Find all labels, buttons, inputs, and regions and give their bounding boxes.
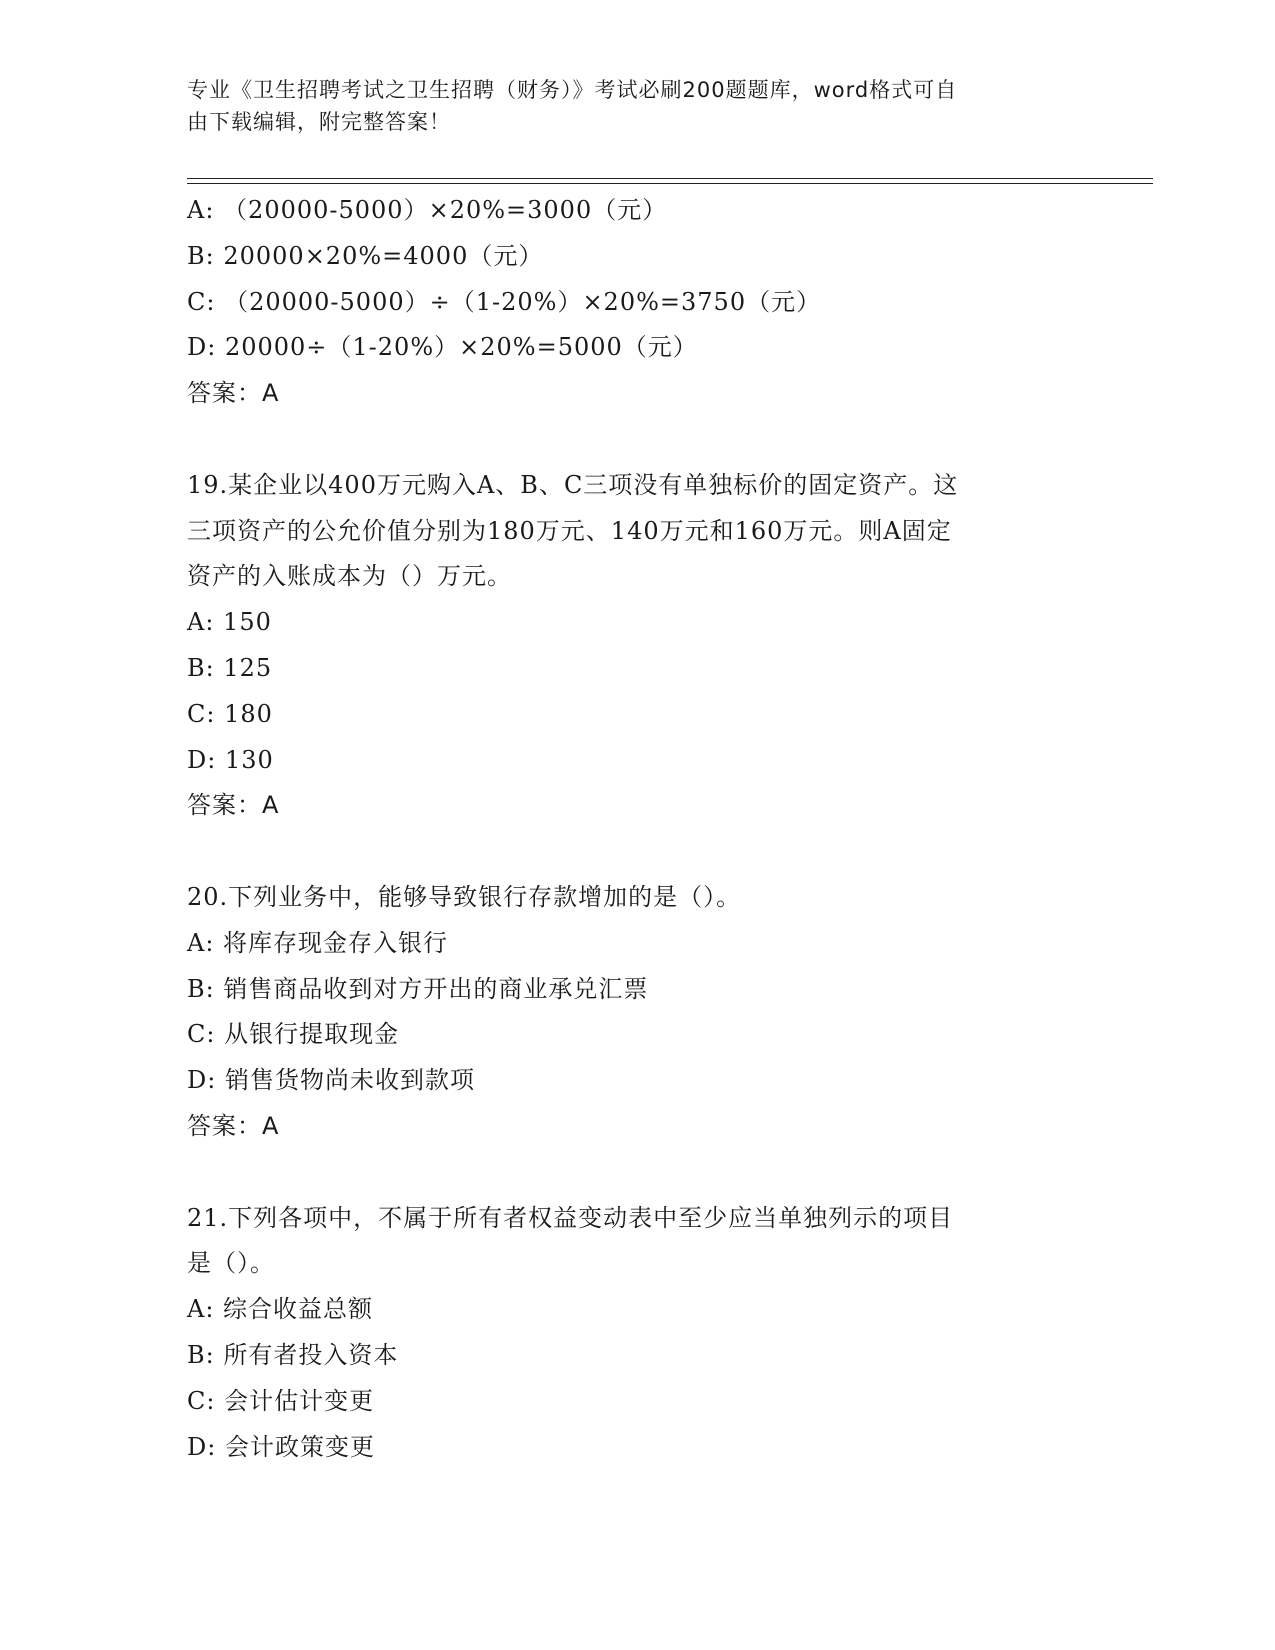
- option-d: D: 销售货物尚未收到款项: [187, 1066, 475, 1095]
- question-stem: 20.下列业务中，能够导致银行存款增加的是（）。: [187, 882, 742, 911]
- question-20: [187, 875, 1087, 1150]
- option-a: A: 综合收益总额: [187, 1295, 374, 1324]
- header-line-1: 专业《卫生招聘考试之卫生招聘（财务）》考试必刷200题题库，word格式可自: [187, 78, 958, 102]
- option-a: A: 将库存现金存入银行: [187, 928, 449, 957]
- option-a: A: 150: [187, 608, 272, 637]
- question-stem: 19.某企业以400万元购入A、B、C三项没有单独标价的固定资产。这: [187, 470, 959, 499]
- option-b: B: 所有者投入资本: [187, 1340, 399, 1369]
- option-c: C: 从银行提取现金: [187, 1020, 400, 1049]
- question-19: [187, 463, 1087, 829]
- question-18-tail: [187, 188, 1087, 417]
- header-rule-bottom: [187, 183, 1153, 184]
- option-c: C: 180: [187, 699, 273, 728]
- option-b: B: 20000×20%=4000（元）: [187, 241, 544, 270]
- question-stem: 三项资产的公允价值分别为180万元、140万元和160万元。则A固定: [187, 516, 952, 545]
- question-stem: 是（）。: [187, 1249, 275, 1278]
- option-d: D: 20000÷（1-20%）×20%=5000（元）: [187, 333, 698, 362]
- option-b: B: 125: [187, 653, 273, 682]
- answer: 答案：A: [187, 379, 280, 408]
- option-b: B: 销售商品收到对方开出的商业承兑汇票: [187, 974, 649, 1003]
- option-c: C: （20000-5000）÷（1-20%）×20%=3750（元）: [187, 287, 822, 316]
- option-d: D: 会计政策变更: [187, 1432, 375, 1461]
- document-header: [187, 74, 1067, 138]
- header-line-2: 由下载编辑，附完整答案！: [187, 110, 451, 134]
- question-stem: 21.下列各项中，不属于所有者权益变动表中至少应当单独列示的项目: [187, 1203, 954, 1232]
- answer: 答案：A: [187, 791, 280, 820]
- header-rule-top: [187, 178, 1153, 179]
- option-d: D: 130: [187, 745, 274, 774]
- option-a: A: （20000-5000）×20%=3000（元）: [187, 196, 668, 224]
- option-c: C: 会计估计变更: [187, 1386, 375, 1415]
- answer: 答案：A: [187, 1111, 280, 1140]
- question-content: [187, 188, 1087, 1470]
- question-stem: 资产的入账成本为（）万元。: [187, 562, 512, 591]
- question-21: [187, 1196, 1087, 1471]
